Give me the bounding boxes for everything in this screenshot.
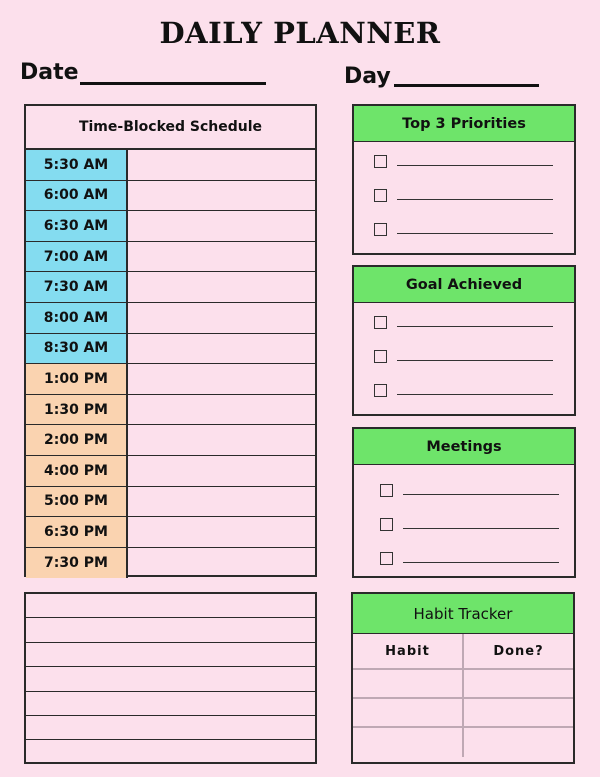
checkbox[interactable] [374,223,387,236]
time-slot-entry[interactable] [128,150,315,180]
checkbox[interactable] [374,350,387,363]
time-slot-entry[interactable] [128,395,315,425]
priority-line[interactable] [397,165,553,166]
habit-cell[interactable] [353,728,464,757]
time-slot-entry[interactable] [128,456,315,486]
schedule-heading: Time-Blocked Schedule [26,106,315,150]
time-slot-label: 2:00 PM [26,425,128,455]
checkbox[interactable] [374,384,387,397]
schedule-row [26,150,315,181]
notes-area [24,592,317,764]
goal-line[interactable] [397,360,553,361]
meeting-item [360,507,574,541]
checkbox[interactable] [380,552,393,565]
habit-tracker-heading: Habit Tracker [353,594,573,634]
note-line[interactable] [26,692,315,716]
time-slot-entry[interactable] [128,242,315,272]
meetings-heading: Meetings [354,429,574,465]
time-slot-entry[interactable] [128,181,315,211]
done-cell[interactable] [464,699,573,726]
time-blocked-schedule [24,104,317,577]
time-slot-label: 7:30 PM [26,548,128,579]
note-line[interactable] [26,667,315,691]
habit-row [353,699,573,728]
schedule-row [26,334,315,365]
time-slot-entry[interactable] [128,272,315,302]
goals-box [352,265,576,416]
schedule-row [26,487,315,518]
time-slot-label: 4:00 PM [26,456,128,486]
checkbox[interactable] [380,518,393,531]
time-slot-label: 8:30 AM [26,334,128,364]
note-line[interactable] [26,740,315,764]
date-label: Date [20,60,79,85]
goal-line[interactable] [397,326,553,327]
schedule-row [26,456,315,487]
meeting-item [360,541,574,575]
time-slot-entry[interactable] [128,211,315,241]
time-slot-label: 5:00 PM [26,487,128,517]
time-slot-entry[interactable] [128,517,315,547]
meeting-line[interactable] [403,562,559,563]
day-field[interactable] [394,84,539,87]
habit-row [353,670,573,699]
schedule-row [26,548,315,579]
time-slot-entry[interactable] [128,334,315,364]
schedule-row [26,425,315,456]
schedule-row [26,395,315,426]
time-slot-label: 1:30 PM [26,395,128,425]
checkbox[interactable] [380,484,393,497]
checkbox[interactable] [374,189,387,202]
schedule-row [26,517,315,548]
habit-column-header: Habit [353,634,464,668]
checkbox[interactable] [374,155,387,168]
schedule-row [26,181,315,212]
schedule-row [26,242,315,273]
goals-heading: Goal Achieved [354,267,574,303]
meeting-line[interactable] [403,528,559,529]
note-line[interactable] [26,594,315,618]
page-title: DAILY PLANNER [159,16,441,50]
habit-cell[interactable] [353,699,464,726]
time-slot-label: 5:30 AM [26,150,128,180]
priority-item [354,212,574,246]
time-slot-label: 1:00 PM [26,364,128,394]
schedule-row [26,211,315,242]
time-slot-entry[interactable] [128,303,315,333]
time-slot-label: 7:00 AM [26,242,128,272]
time-slot-entry[interactable] [128,548,315,579]
checkbox[interactable] [374,316,387,329]
meeting-line[interactable] [403,494,559,495]
time-slot-label: 6:00 AM [26,181,128,211]
habit-cell[interactable] [353,670,464,697]
schedule-row [26,272,315,303]
note-line[interactable] [26,716,315,740]
date-field[interactable] [80,82,266,85]
priority-line[interactable] [397,199,553,200]
meeting-item [360,473,574,507]
goal-item [354,339,574,373]
schedule-slots [26,150,315,578]
habit-row [353,728,573,757]
priority-item [354,178,574,212]
time-slot-label: 6:30 PM [26,517,128,547]
time-slot-label: 6:30 AM [26,211,128,241]
goal-item [354,305,574,339]
done-cell[interactable] [464,728,573,757]
note-line[interactable] [26,618,315,642]
time-slot-label: 8:00 AM [26,303,128,333]
priorities-heading: Top 3 Priorities [354,106,574,142]
note-line[interactable] [26,643,315,667]
done-cell[interactable] [464,670,573,697]
meetings-box [352,427,576,578]
day-label: Day [344,64,391,89]
priority-item [354,144,574,178]
goal-item [354,373,574,407]
time-slot-label: 7:30 AM [26,272,128,302]
priorities-box [352,104,576,255]
priority-line[interactable] [397,233,553,234]
time-slot-entry[interactable] [128,425,315,455]
habit-tracker [351,592,575,764]
habit-table-header [353,634,573,670]
time-slot-entry[interactable] [128,487,315,517]
schedule-row [26,303,315,334]
schedule-row [26,364,315,395]
goal-line[interactable] [397,394,553,395]
done-column-header: Done? [493,643,544,659]
time-slot-entry[interactable] [128,364,315,394]
